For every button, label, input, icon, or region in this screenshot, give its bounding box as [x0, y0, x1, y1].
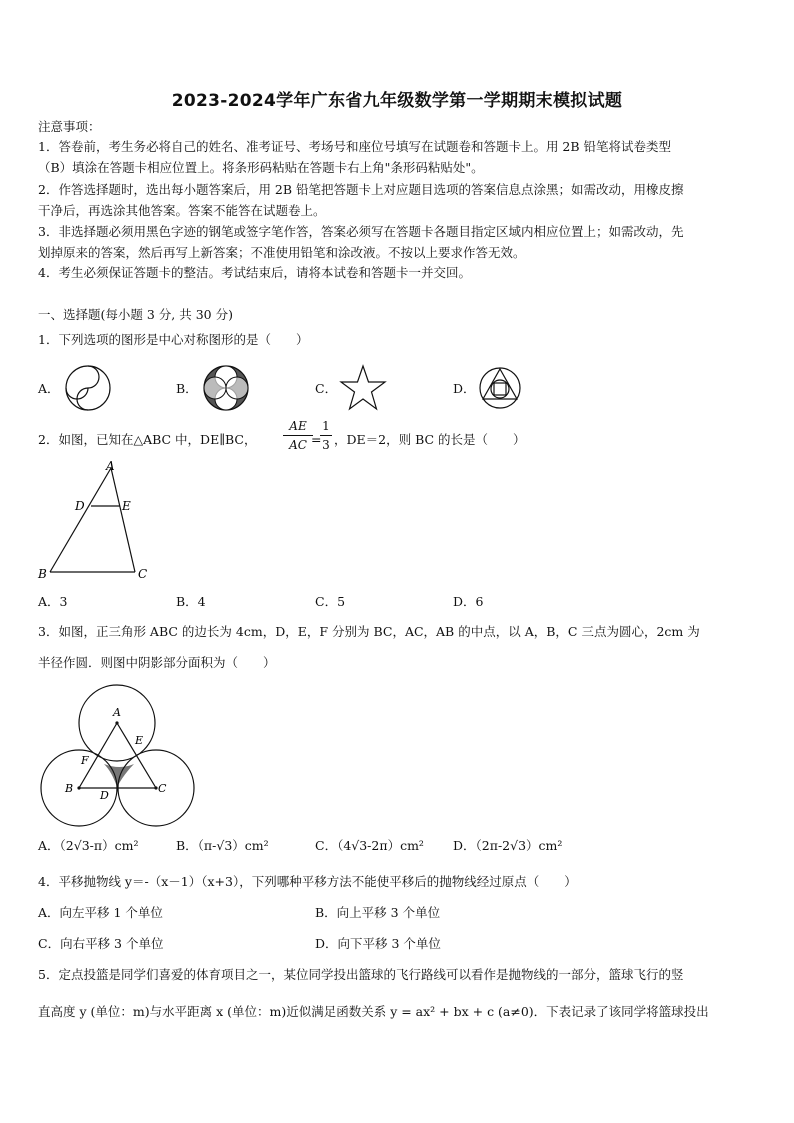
q1-option-a-figure: [64, 364, 112, 412]
notice-line: 4．考生必须保证答题卡的整洁。考试结束后，请将本试卷和答题卡一并交回。: [38, 265, 471, 280]
q2-triangle-figure: [34, 458, 164, 584]
q1-option-d-label: D．: [453, 381, 476, 396]
question-3-line-2: 半径作圆．则图中阴影部分面积为（ ）: [38, 655, 276, 670]
q3-circles-figure: [36, 678, 206, 828]
q1-option-b-label: B．: [176, 381, 198, 396]
q3-shaded-region: [104, 764, 134, 787]
page-title: 2023-2024学年广东省九年级数学第一学期期末模拟试题: [171, 91, 623, 111]
q2-fraction: [283, 419, 313, 452]
question-4-stem: 4．平移抛物线 y＝-（x－1）（x+3），下列哪种平移方法不能使平移后的抛物线经过原点（ ）: [38, 874, 577, 889]
q2-label-b: B: [38, 567, 47, 581]
q3-option-a: A．（2√3-π）cm²: [38, 838, 139, 853]
q2-fraction-numerator: AE: [283, 419, 313, 436]
question-5-line-1: 5．定点投篮是同学们喜爱的体育项目之一，某位同学投出篮球的飞行路线可以看作是抛物线的一部分，篮球飞行的竖: [38, 967, 684, 982]
notice-line: 划掉原来的答案，然后再写上新答案；不准使用铅笔和涂改液。不按以上要求作答无效。: [38, 245, 526, 260]
q1-option-a-label: A．: [38, 381, 60, 396]
q2-option-c: C．5: [315, 594, 346, 609]
q2-option-b: B．4: [176, 594, 206, 609]
notice-heading: 注意事项：: [38, 119, 101, 134]
q3-label-b: B: [65, 782, 74, 795]
section-heading: 一、选择题(每小题 3 分, 共 30 分): [38, 307, 233, 322]
q2-label-a: A: [106, 459, 115, 473]
q2-option-d: D．6: [453, 594, 484, 609]
q2-ratio-numerator: 1: [320, 419, 332, 436]
question-1-stem: 1．下列选项的图形是中心对称图形的是（ ）: [38, 332, 309, 347]
q2-option-a: A．3: [38, 594, 68, 609]
q3-label-a: A: [113, 706, 121, 719]
question-2-stem-b: ，DE＝2，则 BC 的长是（ ）: [334, 432, 526, 447]
q2-label-e: E: [122, 499, 131, 513]
q2-fraction-denominator: AC: [289, 438, 307, 452]
q3-label-e: E: [135, 734, 144, 747]
q3-label-f: F: [81, 754, 89, 767]
q4-option-c: C．向右平移 3 个单位: [38, 936, 164, 951]
notice-line: 1．答卷前，考生务必将自己的姓名、准考证号、考场号和座位号填写在试题卷和答题卡上。用 2B 铅笔将试卷类型: [38, 139, 672, 154]
question-3-line-1: 3．如图，正三角形 ABC 的边长为 4cm，D，E，F 分别为 BC，AC，AB 的中点，以 A，B，C 三点为圆心，2cm 为: [38, 624, 700, 639]
q1-option-c-figure: [339, 364, 387, 412]
question-2-stem-a: 2．如图，已知在△ABC 中，DE∥BC，: [38, 432, 257, 447]
q2-label-c: C: [138, 567, 148, 581]
q1-option-c-label: C．: [315, 381, 338, 396]
q2-equals: =: [311, 432, 322, 447]
q3-option-c: C．（4√3-2π）cm²: [315, 838, 424, 853]
q2-ratio-denominator: 3: [322, 438, 330, 452]
notice-line: （B）填涂在答题卡相应位置上。将条形码粘贴在答题卡右上角"条形码粘贴处"。: [38, 160, 484, 175]
q4-option-b: B．向上平移 3 个单位: [315, 905, 441, 920]
notice-line: 干净后，再选涂其他答案。答案不能答在试题卷上。: [38, 203, 326, 218]
question-5-line-2: 直高度 y (单位：m)与水平距离 x (单位：m)近似满足函数关系 y = ax² + bx + c (a≠0)．下表记录了该同学将篮球投出: [38, 1004, 709, 1019]
q2-ratio: [320, 419, 332, 452]
notice-line: 3．非选择题必须用黑色字迹的钢笔或签字笔作答，答案必须写在答题卡各题目指定区域内相应位置上；如需改动，先: [38, 224, 684, 239]
q1-option-b-figure: [202, 364, 250, 412]
q4-option-a: A．向左平移 1 个单位: [38, 905, 163, 920]
q3-option-b: B．（π-√3）cm²: [176, 838, 269, 853]
q3-label-c: C: [158, 782, 167, 795]
q2-label-d: D: [75, 499, 85, 513]
q3-label-d: D: [100, 789, 109, 802]
notice-line: 2．作答选择题时，选出每小题答案后，用 2B 铅笔把答题卡上对应题目选项的答案信息点涂黑；如需改动，用橡皮擦: [38, 182, 684, 197]
q3-option-d: D．（2π-2√3）cm²: [453, 838, 563, 853]
q1-option-d-figure: [478, 366, 522, 410]
q4-option-d: D．向下平移 3 个单位: [315, 936, 441, 951]
